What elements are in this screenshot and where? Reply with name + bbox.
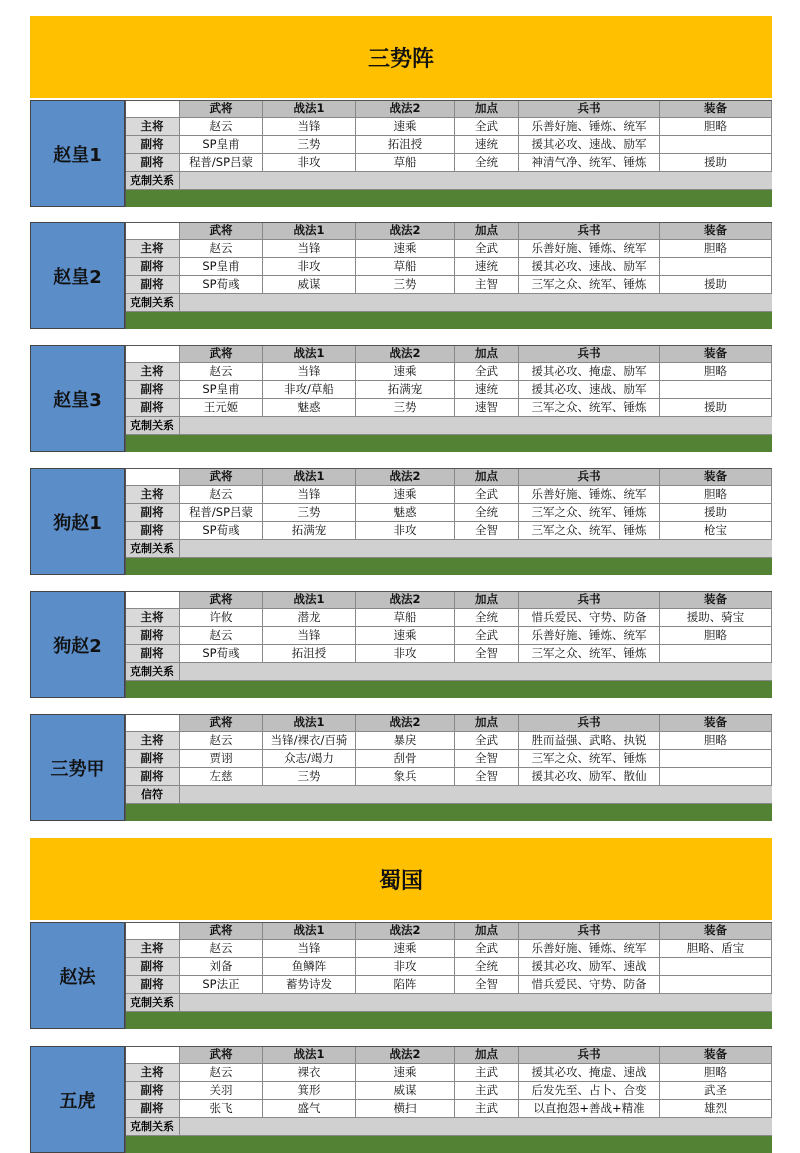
column-header: 加点 — [455, 100, 519, 118]
column-header: 兵书 — [519, 222, 660, 240]
table-cell: 陷阵 — [356, 976, 455, 994]
lineup-block — [30, 591, 772, 698]
role-cell: 副将 — [125, 154, 180, 172]
table-cell: 全武 — [455, 240, 519, 258]
table-cell: 速乘 — [356, 627, 455, 645]
table-cell: 赵云 — [180, 1064, 263, 1082]
column-header: 加点 — [455, 1046, 519, 1064]
column-header: 兵书 — [519, 1046, 660, 1064]
table-cell: 当锋 — [263, 240, 356, 258]
table-cell: 援其必攻、速战、励军 — [519, 136, 660, 154]
lineup-name: 五虎 — [30, 1046, 125, 1153]
role-cell: 主将 — [125, 118, 180, 136]
table-cell: 非攻 — [356, 645, 455, 663]
table-cell: 全武 — [455, 940, 519, 958]
table-cell: 乐善好施、锤炼、统军 — [519, 486, 660, 504]
table-cell: 赵云 — [180, 240, 263, 258]
lineup-block — [30, 468, 772, 575]
column-header: 兵书 — [519, 591, 660, 609]
table-cell: SP荀彧 — [180, 276, 263, 294]
table-cell: 胆略 — [660, 363, 772, 381]
table-cell: 胆略 — [660, 627, 772, 645]
table-cell: 王元姬 — [180, 399, 263, 417]
table-cell: 胆略 — [660, 240, 772, 258]
table-cell: 速智 — [455, 399, 519, 417]
table-frame — [125, 1046, 772, 1153]
column-header: 加点 — [455, 345, 519, 363]
table-cell: 拓沮授 — [263, 645, 356, 663]
role-cell: 副将 — [125, 627, 180, 645]
column-header: 战法1 — [263, 714, 356, 732]
column-header: 装备 — [660, 345, 772, 363]
table-cell: 三势 — [263, 136, 356, 154]
lineup-name: 赵法 — [30, 922, 125, 1029]
table-cell: 速乘 — [356, 486, 455, 504]
column-header: 装备 — [660, 1046, 772, 1064]
table-frame — [125, 591, 772, 698]
table-cell: 暴戾 — [356, 732, 455, 750]
table-cell: 援助 — [660, 154, 772, 172]
column-header: 战法1 — [263, 1046, 356, 1064]
table-cell: 草船 — [356, 258, 455, 276]
column-header: 战法2 — [356, 922, 455, 940]
table-frame — [125, 714, 772, 821]
table-frame — [125, 100, 772, 207]
table-cell: 三势 — [356, 399, 455, 417]
table-cell: 三势 — [263, 768, 356, 786]
column-header: 武将 — [180, 1046, 263, 1064]
table-cell: 援助 — [660, 399, 772, 417]
role-cell: 主将 — [125, 1064, 180, 1082]
table-cell: 草船 — [356, 609, 455, 627]
column-header: 兵书 — [519, 468, 660, 486]
lineup-name: 三势甲 — [30, 714, 125, 821]
table-cell: 魅惑 — [356, 504, 455, 522]
table-cell: 全统 — [455, 958, 519, 976]
column-header: 武将 — [180, 100, 263, 118]
table-cell: 三军之众、统军、锤炼 — [519, 522, 660, 540]
table-cell: 武圣 — [660, 1082, 772, 1100]
relation-label: 克制关系 — [125, 663, 180, 681]
role-cell: 主将 — [125, 940, 180, 958]
table-cell: 非攻/草船 — [263, 381, 356, 399]
table-cell: 全智 — [455, 768, 519, 786]
table-cell: 惜兵爱民、守势、防备 — [519, 609, 660, 627]
table-cell: 乐善好施、锤炼、统军 — [519, 118, 660, 136]
table-cell: 三军之众、统军、锤炼 — [519, 399, 660, 417]
role-cell: 副将 — [125, 1100, 180, 1118]
table-cell: 胆略 — [660, 486, 772, 504]
table-cell: 速统 — [455, 381, 519, 399]
table-cell: SP荀彧 — [180, 522, 263, 540]
column-header: 装备 — [660, 591, 772, 609]
table-cell: 速统 — [455, 258, 519, 276]
table-cell: 刮骨 — [356, 750, 455, 768]
table-cell: 乐善好施、锤炼、统军 — [519, 627, 660, 645]
role-cell: 副将 — [125, 750, 180, 768]
table-cell: 盛气 — [263, 1100, 356, 1118]
table-cell: 全智 — [455, 522, 519, 540]
section-title-band: 三势阵 — [30, 16, 772, 98]
table-cell: 速乘 — [356, 363, 455, 381]
role-cell: 主将 — [125, 486, 180, 504]
table-cell: SP法正 — [180, 976, 263, 994]
table-cell: 赵云 — [180, 363, 263, 381]
role-cell: 副将 — [125, 976, 180, 994]
table-cell: 主武 — [455, 1100, 519, 1118]
table-cell: 当锋 — [263, 627, 356, 645]
role-cell: 副将 — [125, 381, 180, 399]
lineup-name: 赵皇2 — [30, 222, 125, 329]
table-cell: 许攸 — [180, 609, 263, 627]
table-cell: 赵云 — [180, 486, 263, 504]
table-cell: 乐善好施、锤炼、统军 — [519, 940, 660, 958]
table-cell: 援其必攻、掩虚、励军 — [519, 363, 660, 381]
table-cell: 关羽 — [180, 1082, 263, 1100]
column-header: 加点 — [455, 714, 519, 732]
table-cell: 三势 — [263, 504, 356, 522]
table-cell: 草船 — [356, 154, 455, 172]
column-header: 加点 — [455, 222, 519, 240]
relation-label: 克制关系 — [125, 417, 180, 435]
table-frame — [125, 345, 772, 452]
table-cell: 非攻 — [356, 958, 455, 976]
relation-label: 克制关系 — [125, 294, 180, 312]
table-cell: 主智 — [455, 276, 519, 294]
table-cell: 全武 — [455, 627, 519, 645]
column-header: 战法2 — [356, 1046, 455, 1064]
table-cell: 赵云 — [180, 940, 263, 958]
column-header: 战法2 — [356, 714, 455, 732]
role-cell: 副将 — [125, 522, 180, 540]
column-header: 武将 — [180, 591, 263, 609]
table-cell: 乐善好施、锤炼、统军 — [519, 240, 660, 258]
table-cell: 速乘 — [356, 1064, 455, 1082]
column-header: 武将 — [180, 345, 263, 363]
table-cell: 当锋/裸衣/百骑 — [263, 732, 356, 750]
table-cell: 横扫 — [356, 1100, 455, 1118]
table-cell: 全智 — [455, 750, 519, 768]
role-cell: 副将 — [125, 399, 180, 417]
table-cell: 象兵 — [356, 768, 455, 786]
column-header: 战法2 — [356, 345, 455, 363]
relation-label: 克制关系 — [125, 1118, 180, 1136]
table-cell: 胆略 — [660, 732, 772, 750]
table-cell: 刘备 — [180, 958, 263, 976]
column-header: 兵书 — [519, 100, 660, 118]
table-cell: 神清气净、统军、锤炼 — [519, 154, 660, 172]
column-header: 战法1 — [263, 591, 356, 609]
lineup-block — [30, 922, 772, 1029]
relation-label: 克制关系 — [125, 172, 180, 190]
table-cell: 全智 — [455, 976, 519, 994]
column-header: 武将 — [180, 714, 263, 732]
lineup-block — [30, 714, 772, 821]
role-cell: 主将 — [125, 609, 180, 627]
table-cell: 程普/SP吕蒙 — [180, 154, 263, 172]
table-cell: 惜兵爱民、守势、防备 — [519, 976, 660, 994]
table-cell: 三军之众、统军、锤炼 — [519, 750, 660, 768]
column-header: 加点 — [455, 922, 519, 940]
table-cell: 速乘 — [356, 940, 455, 958]
column-header: 装备 — [660, 714, 772, 732]
column-header: 武将 — [180, 222, 263, 240]
table-cell: 赵云 — [180, 627, 263, 645]
role-cell: 副将 — [125, 1082, 180, 1100]
table-cell: 全武 — [455, 486, 519, 504]
table-cell: 援其必攻、励军、速战 — [519, 958, 660, 976]
table-cell: 雄烈 — [660, 1100, 772, 1118]
lineup-name: 赵皇3 — [30, 345, 125, 452]
column-header: 加点 — [455, 468, 519, 486]
table-cell: 三军之众、统军、锤炼 — [519, 504, 660, 522]
role-cell: 副将 — [125, 504, 180, 522]
table-cell: 速统 — [455, 136, 519, 154]
column-header: 兵书 — [519, 345, 660, 363]
table-cell: SP皇甫 — [180, 381, 263, 399]
lineup-name: 狗赵2 — [30, 591, 125, 698]
table-cell: 三军之众、统军、锤炼 — [519, 276, 660, 294]
column-header: 武将 — [180, 468, 263, 486]
column-header: 战法1 — [263, 222, 356, 240]
table-cell: SP皇甫 — [180, 258, 263, 276]
table-cell: 全武 — [455, 363, 519, 381]
role-cell: 副将 — [125, 258, 180, 276]
relation-label: 克制关系 — [125, 994, 180, 1012]
table-cell: 拓满宠 — [356, 381, 455, 399]
column-header: 兵书 — [519, 922, 660, 940]
table-cell: 鱼鳞阵 — [263, 958, 356, 976]
table-cell: 拓满宠 — [263, 522, 356, 540]
table-cell: 胆略 — [660, 118, 772, 136]
table-frame — [125, 468, 772, 575]
table-cell: 胆略、盾宝 — [660, 940, 772, 958]
role-cell: 主将 — [125, 240, 180, 258]
table-cell: 后发先至、占卜、合变 — [519, 1082, 660, 1100]
lineup-name: 狗赵1 — [30, 468, 125, 575]
table-cell: 非攻 — [263, 258, 356, 276]
table-cell: 胜而益强、武略、执锐 — [519, 732, 660, 750]
table-cell: 三势 — [356, 276, 455, 294]
column-header: 战法2 — [356, 468, 455, 486]
table-frame — [125, 222, 772, 329]
section-title-band: 蜀国 — [30, 838, 772, 920]
table-cell: 当锋 — [263, 940, 356, 958]
table-cell: 当锋 — [263, 363, 356, 381]
role-cell: 副将 — [125, 958, 180, 976]
column-header: 战法1 — [263, 345, 356, 363]
role-cell: 副将 — [125, 645, 180, 663]
column-header: 战法2 — [356, 222, 455, 240]
column-header: 装备 — [660, 222, 772, 240]
column-header: 兵书 — [519, 714, 660, 732]
column-header: 装备 — [660, 100, 772, 118]
table-cell: 非攻 — [263, 154, 356, 172]
table-cell: 箕形 — [263, 1082, 356, 1100]
table-cell: 速乘 — [356, 240, 455, 258]
table-cell: 全武 — [455, 732, 519, 750]
column-header: 加点 — [455, 591, 519, 609]
table-cell: 赵云 — [180, 732, 263, 750]
table-cell: 全智 — [455, 645, 519, 663]
table-cell: 援助、骑宝 — [660, 609, 772, 627]
role-cell: 副将 — [125, 276, 180, 294]
table-cell: 当锋 — [263, 486, 356, 504]
table-cell: 枪宝 — [660, 522, 772, 540]
table-cell: 援助 — [660, 504, 772, 522]
table-cell: SP荀彧 — [180, 645, 263, 663]
lineup-name: 赵皇1 — [30, 100, 125, 207]
table-cell: 威谋 — [356, 1082, 455, 1100]
table-cell: 援其必攻、速战、励军 — [519, 258, 660, 276]
table-cell: 拓沮授 — [356, 136, 455, 154]
column-header: 装备 — [660, 468, 772, 486]
relation-label: 信符 — [125, 786, 180, 804]
column-header: 战法2 — [356, 591, 455, 609]
table-cell: 蓄势诗发 — [263, 976, 356, 994]
role-cell: 主将 — [125, 363, 180, 381]
table-cell: SP皇甫 — [180, 136, 263, 154]
table-cell: 张飞 — [180, 1100, 263, 1118]
lineup-block — [30, 100, 772, 207]
table-cell: 程普/SP吕蒙 — [180, 504, 263, 522]
column-header: 战法1 — [263, 468, 356, 486]
table-cell: 全统 — [455, 609, 519, 627]
column-header: 战法2 — [356, 100, 455, 118]
table-cell: 非攻 — [356, 522, 455, 540]
table-cell: 潜龙 — [263, 609, 356, 627]
column-header: 武将 — [180, 922, 263, 940]
column-header: 战法1 — [263, 922, 356, 940]
table-cell: 援其必攻、励军、散仙 — [519, 768, 660, 786]
table-cell: 众志/竭力 — [263, 750, 356, 768]
table-cell: 全统 — [455, 154, 519, 172]
table-cell: 魅惑 — [263, 399, 356, 417]
table-cell: 当锋 — [263, 118, 356, 136]
column-header: 装备 — [660, 922, 772, 940]
table-cell: 贾诩 — [180, 750, 263, 768]
table-cell: 主武 — [455, 1082, 519, 1100]
table-cell: 裸衣 — [263, 1064, 356, 1082]
table-cell: 速乘 — [356, 118, 455, 136]
table-cell: 全统 — [455, 504, 519, 522]
table-cell: 胆略 — [660, 1064, 772, 1082]
table-cell: 三军之众、统军、锤炼 — [519, 645, 660, 663]
lineup-block — [30, 222, 772, 329]
table-frame — [125, 922, 772, 1029]
table-cell: 援其必攻、掩虚、速战 — [519, 1064, 660, 1082]
table-cell: 赵云 — [180, 118, 263, 136]
table-cell: 以直抱怨+善战+精准 — [519, 1100, 660, 1118]
table-cell: 主武 — [455, 1064, 519, 1082]
lineup-block — [30, 1046, 772, 1153]
table-cell: 威谋 — [263, 276, 356, 294]
role-cell: 副将 — [125, 136, 180, 154]
table-cell: 全武 — [455, 118, 519, 136]
table-cell: 左慈 — [180, 768, 263, 786]
lineup-block — [30, 345, 772, 452]
table-cell: 援助 — [660, 276, 772, 294]
relation-label: 克制关系 — [125, 540, 180, 558]
column-header: 战法1 — [263, 100, 356, 118]
table-cell: 援其必攻、速战、励军 — [519, 381, 660, 399]
role-cell: 主将 — [125, 732, 180, 750]
role-cell: 副将 — [125, 768, 180, 786]
